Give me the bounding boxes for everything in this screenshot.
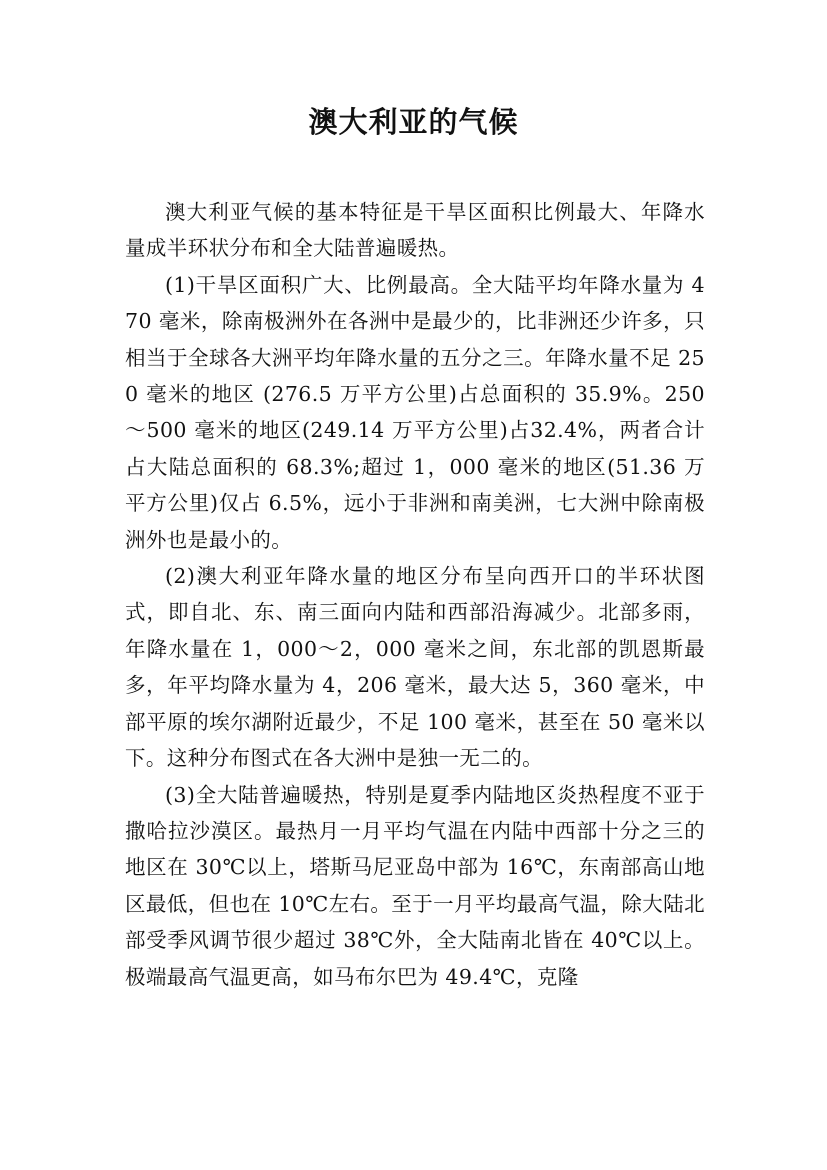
document-body — [125, 194, 705, 995]
paragraph-precipitation-pattern: (2)澳大利亚年降水量的地区分布呈向西开口的半环状图式，即自北、东、南三面向内陆和西部沿海减少。北部多雨，年降水量在 1，000～2，000 毫米之间，东北部的凯恩斯最多，年平均降水量为 4，206 毫米，最大达 5，360 毫米，中部平原的埃尔湖附近最少，不足 100 毫米，甚至在 50 毫米以下。这种分布图式在各大洲中是独一无二的。 — [125, 564, 705, 771]
paragraph-arid-area: (1)干旱区面积广大、比例最高。全大陆平均年降水量为 470 毫米，除南极洲外在各洲中是最少的，比非洲还少许多，只相当于全球各大洲平均年降水量的五分之三。年降水量不足 250 毫米的地区 (276.5 万平方公里)占总面积的 35.9%。250～500 毫米的地区(249.14 万平方公里)占32.4%，两者合计占大陆总面积的 68.3%;超过 1，000 毫米的地区(51.36 万平方公里)仅占 6.5%，远小于非洲和南美洲，七大洲中除南极洲外也是最小的。 — [125, 272, 705, 552]
paragraph-temperature: (3)全大陆普遍暖热，特别是夏季内陆地区炎热程度不亚于撒哈拉沙漠区。最热月一月平均气温在内陆中西部十分之三的地区在 30℃以上，塔斯马尼亚岛中部为 16℃，东南部高山地区最低，但也在 10℃左右。至于一月平均最高气温，除大陆北部受季风调节很少超过 38℃外，全大陆南北皆在 40℃以上。极端最高气温更高，如马布尔巴为 49.4℃，克隆 — [125, 782, 705, 989]
document-title: 澳大利亚的气候 — [308, 105, 519, 139]
paragraph-intro: 澳大利亚气候的基本特征是干旱区面积比例最大、年降水量成半环状分布和全大陆普遍暖热。 — [125, 200, 705, 261]
